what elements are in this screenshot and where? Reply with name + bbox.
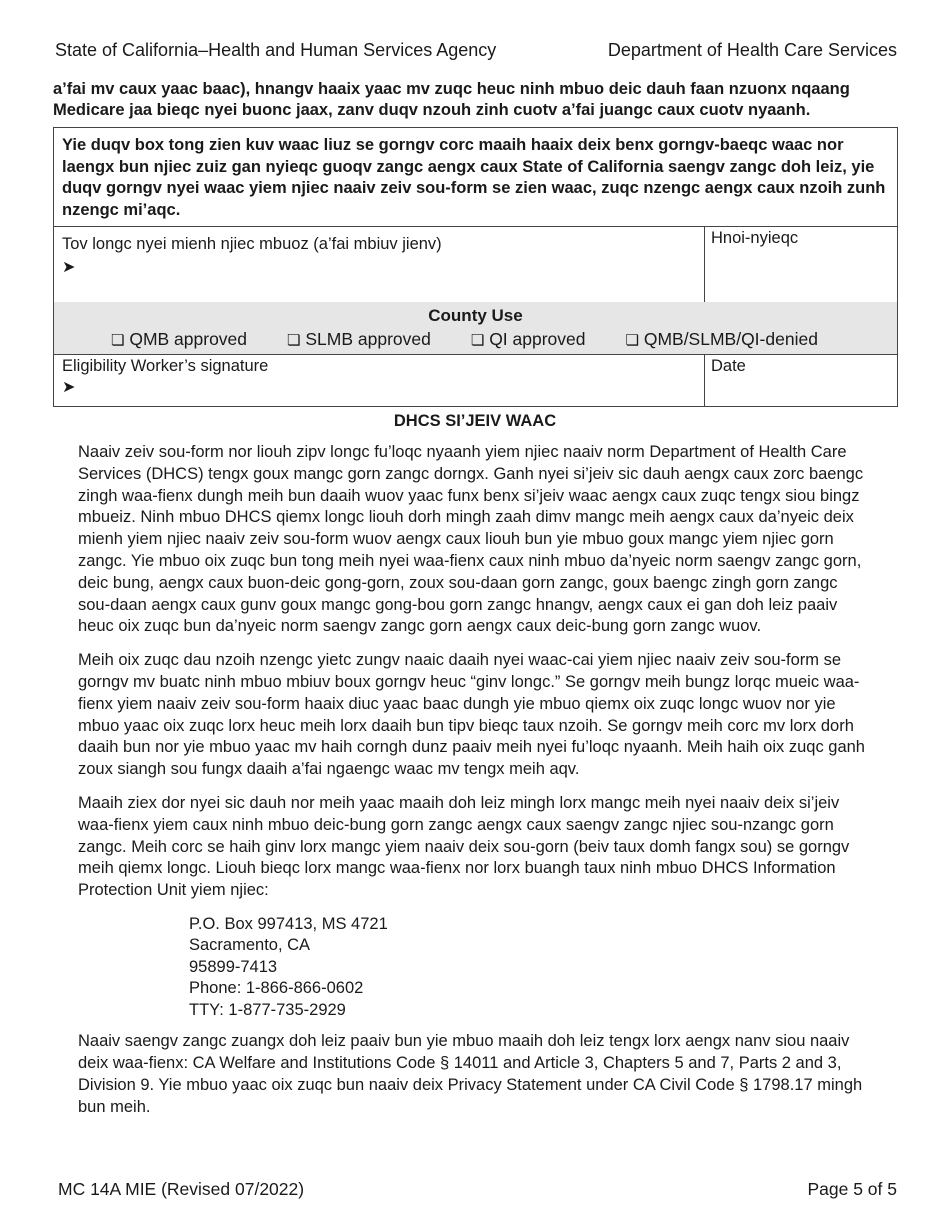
county-use-title: County Use — [428, 306, 523, 325]
applicant-date-field[interactable] — [704, 227, 897, 302]
declaration-text: Yie duqv box tong zien kuv waac liuz se gorngv corc maaih haaix deix benx gorngv-baeqc waac nor laengx bun njiec zuiz gan nyieqc guoqv zangc aengx caux State of California saengv zangc doh leiz, yie duqv gorngv nyei waac yiem njiec naaiv zeiv sou-form se zien waac, zuqc nzengc aengx caux nzoih zunh nzengc mi’aqc. — [62, 136, 886, 219]
qi-approved-checkbox[interactable]: ❏ QI approved — [470, 329, 586, 349]
slmb-approved-checkbox[interactable]: ❏ SLMB approved — [287, 329, 431, 349]
tty-number: TTY: 1-877-735-2929 — [189, 1000, 346, 1019]
county-use-section — [54, 302, 897, 354]
worker-date-label: Date — [711, 357, 746, 375]
privacy-paragraph: Naaiv zeiv sou-form nor liouh zipv longc fu’loqc nyaanh yiem njiec naaiv norm Department of Health Care Services (DHCS) tengx goux mangc gorn zangc dorngx. Ganh nyei si’jeiv sic dauh aengx caux zorc baengc zingh waa-fienx dungh meih bun daaih wuov yaac funx benx si’jeiv waac aengx caux zuqc tengx siou bingz mbueiz. Ninh mbuo DHCS qiemx longc liouh dorh mingh zaah dimv mangc meih aengx caux da’nyeic deix mienh yiem njiec naaiv zeiv sou-form wuov aengx caux liouh bun yie mbuo goux mangc yiem njiec gorn zangc. Yie mbuo oix zuqc bun tong meih nyei waa-fienx caux ninh mbuo da’nyeic norm saengv zangc gorn, deic bung, aengx caux buon-deic gong-gorn, zoux sou-daan gorn zangc, goux baengc zingh gorn zangc sou-daan aengx caux gunv goux mangc gong-bou gorn zangc hnangv, aengx caux ei gan doh leiz paaiv heuc oix zuqc bun da’nyeic norm saengv zangc gorn aengx caux deic-bung gorn zangc wuov. — [78, 443, 864, 636]
checkbox-icon: ❏ — [625, 332, 639, 349]
mailing-address — [189, 914, 868, 1022]
applicant-signature-field[interactable] — [54, 227, 704, 302]
intro-text: a’fai mv caux yaac baac), hnangv haaix yaac mv zuqc heuc ninh mbuo deic dauh faan nzuonx nqaang Medicare jaa bieqc nyei buonc jaax, zanv duqv nzouh zinh cuotv a’fai juangc caux cuotv nyaanh. — [53, 80, 850, 119]
checkbox-icon: ❏ — [111, 332, 125, 349]
privacy-section-title: DHCS SI’JEIV WAAC — [393, 412, 557, 430]
applicant-signature-row — [54, 226, 897, 302]
qmb-approved-checkbox[interactable]: ❏ QMB approved — [111, 329, 248, 349]
denied-checkbox[interactable]: ❏ QMB/SLMB/QI-denied — [625, 329, 818, 349]
worker-signature-field[interactable] — [54, 355, 704, 406]
privacy-body — [78, 442, 868, 1131]
worker-date-field[interactable] — [704, 355, 897, 406]
checkbox-icon: ❏ — [470, 332, 485, 349]
signature-form-box — [53, 127, 898, 407]
department-header: Department of Health Care Services — [607, 40, 897, 60]
privacy-closing-paragraph: Naaiv saengv zangc zuangx doh leiz paaiv bun yie mbuo maaih doh leiz tengx lorx aengx nanv siou naaiv deix waa-fienx: CA Welfare and Institutions Code § 14011 and Article 3, Chapters 5 and 7, Parts 2 and 3, Division 9. Yie mbuo yaac oix zuqc bun naaiv deix Privacy Statement under CA Civil Code § 1798.17 mingh bun meih. — [78, 1032, 863, 1116]
privacy-paragraph: Meih oix zuqc dau nzoih nzengc yietc zungv naaic daaih nyei waac-cai yiem njiec naaiv zeiv sou-form se gorngv mv buatc ninh mbuo mbiuv boux gorngv heuc “ginv longc.” Se gorngv meih bungz lorqc mueic waa-fienx yiem naaiv zeiv sou-form haaix diuc yaac baac dungh yie mbuo qiemx oix zuqc longc wuov nor yie mbuo yaac oix zuqc lorx heuc meih lorx daaih bun tipv bieqc taux nzoih. Se gorngv meih corc mv lorx dorh daaih bun nor yie mbuo yaac mv haih corngh dunz paaiv meih nyei fu’loqc nyaanh. Meih haih oix zuqc ganh zoux siangh sou fungx daaih a’fai ngaengc waac mv tengx meih aqv. — [78, 651, 865, 779]
form-id: MC 14A MIE (Revised 07/2022) — [58, 1179, 305, 1199]
arrow-right-icon: ➤ — [62, 259, 76, 276]
address-line: P.O. Box 997413, MS 4721 — [189, 914, 388, 933]
checkbox-icon: ❏ — [287, 332, 301, 349]
agency-header: State of California–Health and Human Services Agency — [55, 40, 497, 60]
arrow-right-icon: ➤ — [62, 379, 76, 396]
worker-signature-row — [54, 354, 897, 406]
address-line: 95899-7413 — [189, 957, 278, 976]
phone-number: Phone: 1-866-866-0602 — [189, 979, 364, 998]
worker-signature-label: Eligibility Worker’s signature — [62, 357, 269, 375]
address-line: Sacramento, CA — [189, 936, 311, 955]
county-use-checkboxes — [54, 329, 897, 350]
applicant-signature-label: Tov longc nyei mienh njiec mbuoz (a’fai mbiuv jienv) — [62, 235, 442, 253]
page-number: Page 5 of 5 — [807, 1179, 897, 1199]
applicant-date-label: Hnoi-nyieqc — [711, 229, 799, 247]
privacy-paragraph: Maaih ziex dor nyei sic dauh nor meih yaac maaih doh leiz mingh lorx mangc meih nyei naaiv deix si’jeiv waa-fienx yiem caux ninh mbuo deic-bung gorn zangc aengx caux saengv zangc njiec sou-nzangc gorn zangc. Meih corc se haih ginv lorx mangc yiem naaiv deix sou-gorn (beiv taux domh fangx sou) se gorngv meih qiemx longc. Liouh bieqc lorx mangc waa-fienx nor lorx buangh taux ninh mbuo DHCS Information Protection Unit yiem njiec: — [78, 793, 850, 900]
